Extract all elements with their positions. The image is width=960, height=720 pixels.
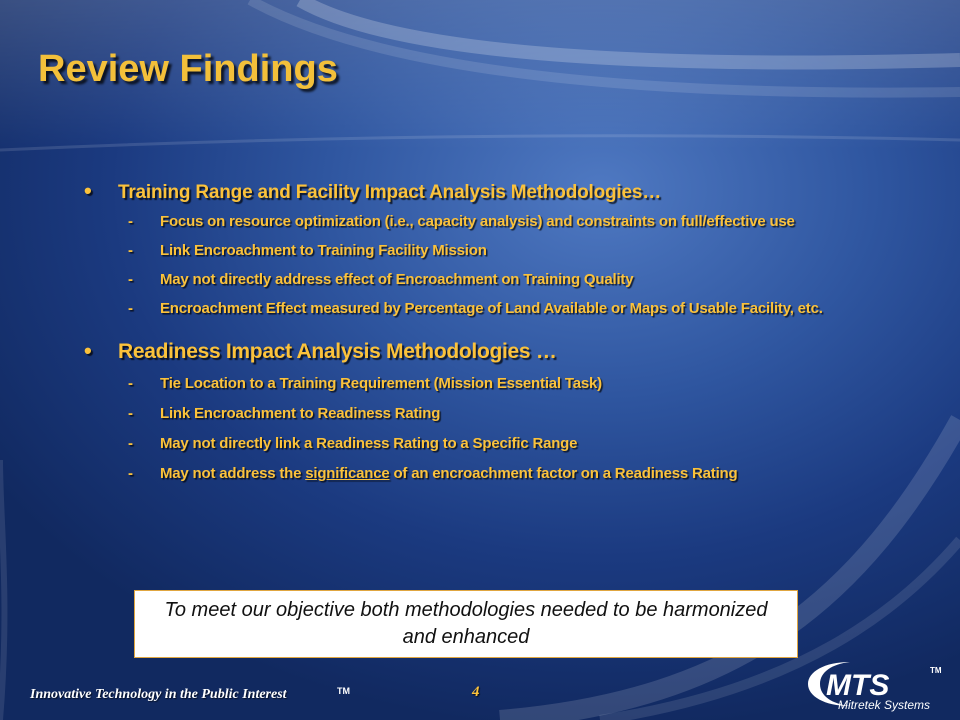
dash-marker: - — [128, 465, 133, 482]
sub-bullet-text: Tie Location to a Training Requirement (Mission Essential Task) — [160, 375, 602, 392]
sub-bullet-item — [128, 376, 884, 391]
footer-trademark: TM — [337, 686, 350, 696]
mts-wordmark: MTS — [826, 669, 890, 702]
sub-bullet-item — [128, 243, 884, 258]
mts-logo — [802, 656, 952, 714]
dash-marker: - — [128, 300, 133, 317]
sub-bullet-text-after: of an encroachment factor on a Readiness Rating — [389, 465, 738, 482]
sub-bullet-item — [128, 406, 884, 421]
page-number: 4 — [472, 684, 480, 700]
footer-tagline: Innovative Technology in the Public Interest — [30, 687, 287, 702]
dash-marker: - — [128, 435, 133, 452]
sub-bullet-text: May not directly address effect of Encroachment on Training Quality — [160, 271, 634, 288]
dash-marker: - — [128, 271, 133, 288]
underlined-word-significance: significance — [305, 465, 390, 482]
dash-marker: - — [128, 242, 133, 259]
section-heading — [84, 178, 884, 204]
sub-bullet-text-before: May not address the — [160, 465, 306, 482]
sub-bullet-item — [128, 214, 884, 229]
conclusion-callout-box — [134, 590, 798, 658]
sub-bullet-list — [84, 214, 884, 316]
sub-bullet-item — [128, 466, 884, 481]
sub-bullet-item — [128, 301, 884, 316]
sub-bullet-list — [84, 376, 884, 481]
dash-marker: - — [128, 405, 133, 422]
dash-marker: - — [128, 213, 133, 230]
mts-logo-trademark: TM — [930, 666, 942, 675]
section-heading — [84, 338, 884, 364]
dash-marker: - — [128, 375, 133, 392]
slide-title: Review Findings — [38, 48, 338, 90]
section-heading-text: Training Range and Facility Impact Analysis Methodologies… — [118, 182, 662, 203]
sub-bullet-text: May not directly link a Readiness Rating to a Specific Range — [160, 435, 578, 452]
sub-bullet-text — [160, 466, 884, 481]
bullet-icon: • — [84, 338, 92, 363]
sub-bullet-text: Focus on resource optimization (i.e., capacity analysis) and constraints on full/effective use — [160, 213, 795, 230]
sub-bullet-item — [128, 436, 884, 451]
slide-content — [84, 178, 884, 503]
sub-bullet-item — [128, 272, 884, 287]
section-readiness-impact — [84, 338, 884, 481]
sub-bullet-text: Encroachment Effect measured by Percentage of Land Available or Maps of Usable Facility, etc. — [160, 300, 823, 317]
mts-logo-subtitle: Mitretek Systems — [838, 698, 931, 712]
sub-bullet-text: Link Encroachment to Training Facility Mission — [160, 242, 487, 259]
section-heading-text: Readiness Impact Analysis Methodologies … — [118, 340, 557, 363]
sub-bullet-text: Link Encroachment to Readiness Rating — [160, 405, 441, 422]
section-training-range — [84, 178, 884, 316]
callout-text: To meet our objective both methodologies needed to be harmonized and enhanced — [164, 599, 768, 648]
bullet-icon: • — [84, 178, 92, 203]
